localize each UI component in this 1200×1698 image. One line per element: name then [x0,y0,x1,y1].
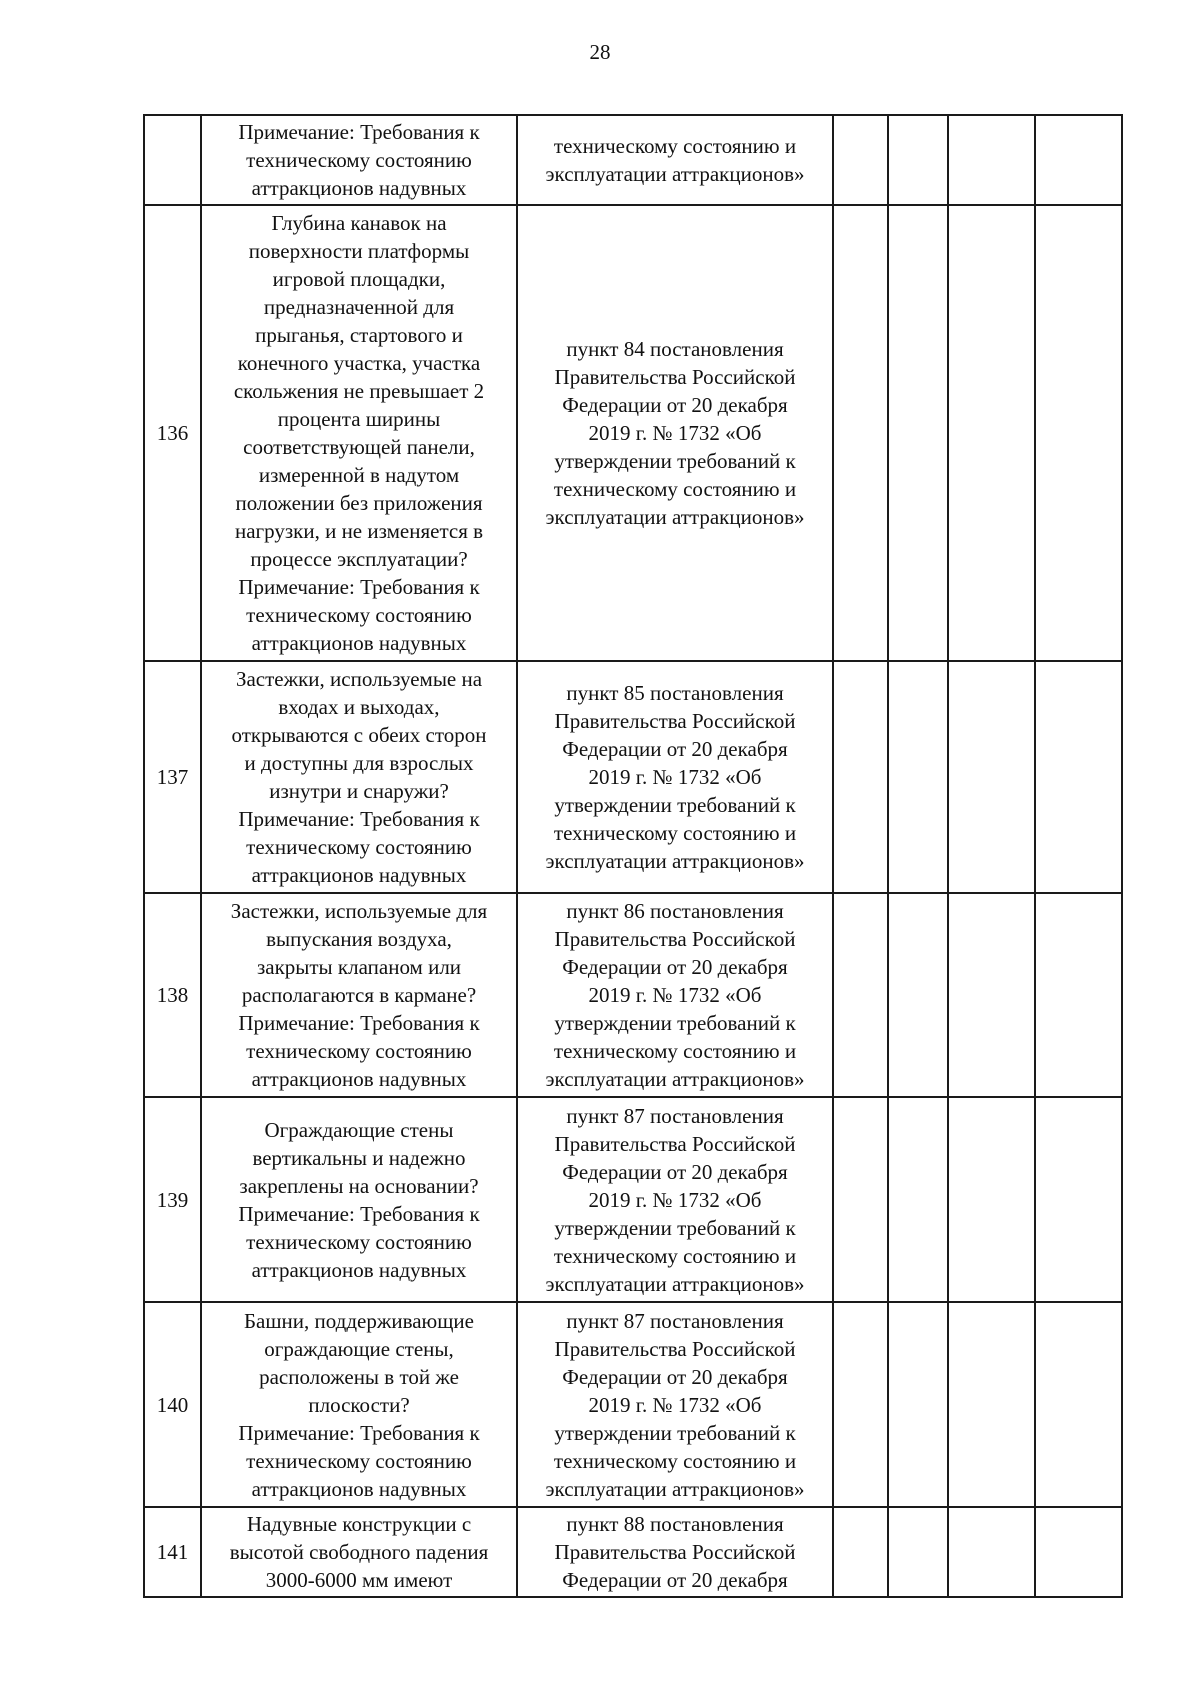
answer-yes-cell [833,1302,888,1507]
answer-yes-cell [833,1097,888,1302]
question-cell: Башни, поддерживающие ограждающие стены, расположены в той же плоскости? Примечание: Требования к техническому состоянию аттракционов надувных [201,1302,517,1507]
row-number: 140 [144,1302,201,1507]
answer-no-cell [888,205,948,661]
legal-reference-cell: техническому состоянию и эксплуатации аттракционов» [517,115,833,205]
legal-reference-cell: пункт 86 постановления Правительства Российской Федерации от 20 декабря 2019 г. № 1732 «Об утверждении требований к техническому состоянию и эксплуатации аттракционов» [517,893,833,1097]
question-cell: Глубина канавок на поверхности платформы игровой площадки, предназначенной для прыганья, стартового и конечного участка, участка скольжения не превышает 2 процента ширины соответствующей панели, измеренной в надутом положении без приложения нагрузки, и не изменяется в процессе эксплуатации? Примечание: Требования к техническому состоянию аттракционов надувных [201,205,517,661]
notes-cell [1035,893,1122,1097]
row-number: 137 [144,661,201,893]
legal-reference-cell: пункт 87 постановления Правительства Российской Федерации от 20 декабря 2019 г. № 1732 «Об утверждении требований к техническому состоянию и эксплуатации аттракционов» [517,1302,833,1507]
question-cell: Примечание: Требования к техническому состоянию аттракционов надувных [201,115,517,205]
answer-no-cell [888,1507,948,1597]
row-number: 141 [144,1507,201,1597]
answer-yes-cell [833,115,888,205]
answer-yes-cell [833,205,888,661]
legal-reference-cell: пункт 88 постановления Правительства Российской Федерации от 20 декабря [517,1507,833,1597]
not-applicable-cell [948,661,1035,893]
table-row [144,1302,1122,1507]
notes-cell [1035,1097,1122,1302]
answer-no-cell [888,1097,948,1302]
checklist-table [143,114,1123,1598]
answer-no-cell [888,1302,948,1507]
table-row [144,1097,1122,1302]
notes-cell [1035,205,1122,661]
notes-cell [1035,1507,1122,1597]
table-row [144,661,1122,893]
answer-no-cell [888,115,948,205]
answer-no-cell [888,893,948,1097]
answer-yes-cell [833,1507,888,1597]
page-number: 28 [589,40,611,64]
not-applicable-cell [948,1097,1035,1302]
not-applicable-cell [948,1507,1035,1597]
row-number: 139 [144,1097,201,1302]
not-applicable-cell [948,893,1035,1097]
row-number [144,115,201,205]
table-row [144,1507,1122,1597]
legal-reference-cell: пункт 84 постановления Правительства Российской Федерации от 20 декабря 2019 г. № 1732 «Об утверждении требований к техническому состоянию и эксплуатации аттракционов» [517,205,833,661]
notes-cell [1035,661,1122,893]
not-applicable-cell [948,205,1035,661]
question-cell: Застежки, используемые для выпускания воздуха, закрыты клапаном или располагаются в кармане? Примечание: Требования к техническому состоянию аттракционов надувных [201,893,517,1097]
table-row [144,115,1122,205]
answer-yes-cell [833,893,888,1097]
table-row [144,893,1122,1097]
notes-cell [1035,1302,1122,1507]
row-number: 136 [144,205,201,661]
answer-no-cell [888,661,948,893]
not-applicable-cell [948,115,1035,205]
legal-reference-cell: пункт 85 постановления Правительства Российской Федерации от 20 декабря 2019 г. № 1732 «Об утверждении требований к техническому состоянию и эксплуатации аттракционов» [517,661,833,893]
not-applicable-cell [948,1302,1035,1507]
notes-cell [1035,115,1122,205]
table-row [144,205,1122,661]
legal-reference-cell: пункт 87 постановления Правительства Российской Федерации от 20 декабря 2019 г. № 1732 «Об утверждении требований к техническому состоянию и эксплуатации аттракционов» [517,1097,833,1302]
answer-yes-cell [833,661,888,893]
question-cell: Надувные конструкции с высотой свободного падения 3000-6000 мм имеют [201,1507,517,1597]
question-cell: Застежки, используемые на входах и выходах, открываются с обеих сторон и доступны для взрослых изнутри и снаружи? Примечание: Требования к техническому состоянию аттракционов надувных [201,661,517,893]
row-number: 138 [144,893,201,1097]
question-cell: Ограждающие стены вертикальны и надежно закреплены на основании? Примечание: Требования к техническому состоянию аттракционов надувных [201,1097,517,1302]
